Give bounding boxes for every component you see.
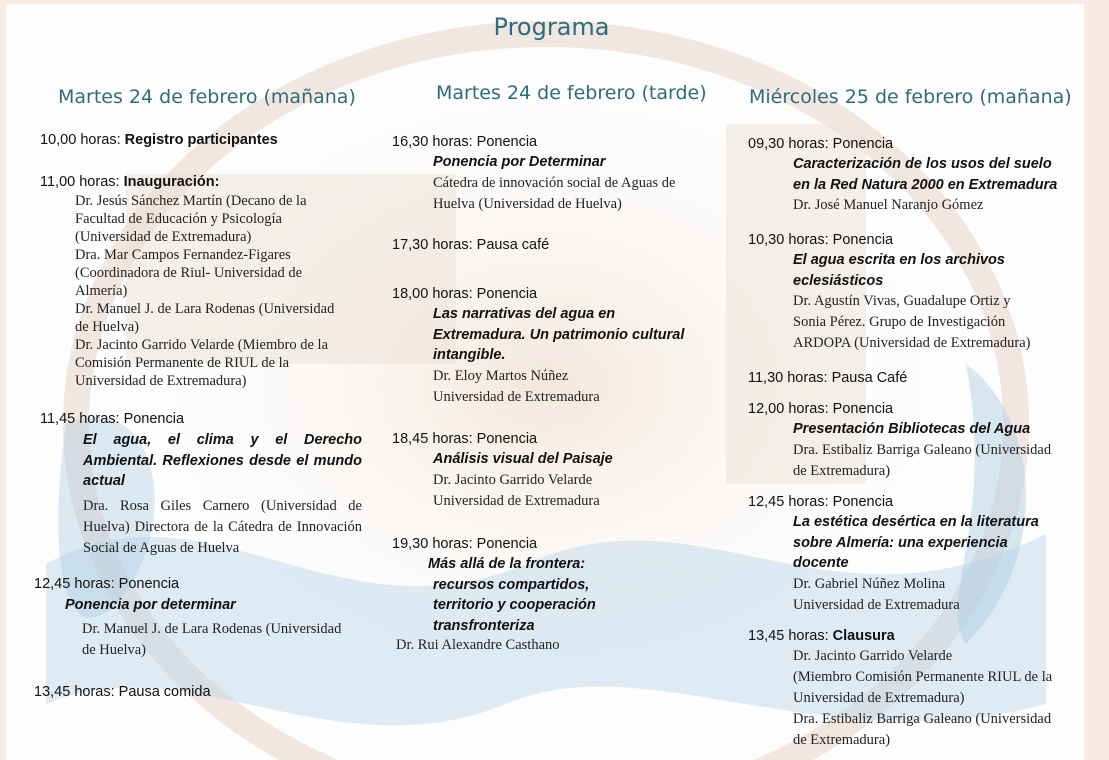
speaker-line: Dr. Jacinto Garrido Velarde: [793, 648, 953, 664]
speaker-line: Dra. Estibaliz Barriga Galeano (Universidad: [793, 711, 1052, 727]
talk-title-line: Caracterización de los usos del suelo: [793, 156, 1052, 172]
schedule-entry: [748, 399, 1051, 482]
speaker-line: Dr. Eloy Martos Núñez: [433, 367, 569, 384]
talk-title: Ponencia por determinar: [65, 597, 236, 613]
speaker-list: [748, 574, 1039, 616]
entry-time: 19,30 horas: Ponencia: [392, 536, 538, 552]
speaker-line: Dr. Jacinto Garrido Velarde (Miembro de la: [75, 337, 328, 353]
speaker-line: Universidad de Extremadura: [433, 492, 600, 509]
schedule-entry: [34, 682, 211, 702]
day-heading: Miércoles 25 de febrero (mañana): [749, 86, 1072, 108]
day-heading: Martes 24 de febrero (mañana): [58, 86, 356, 108]
talk-title: Ponencia por Determinar: [433, 154, 606, 170]
speaker-list: [392, 366, 684, 408]
speaker-list: [392, 173, 675, 215]
speaker-line: Comisión Permanente de RIUL de la: [75, 355, 290, 371]
talk-title: [748, 154, 1057, 195]
talk-title-line: Más allá de la frontera:: [428, 556, 586, 572]
speaker-line: Facultad de Educación y Psicología: [75, 211, 282, 227]
entry-time: 17,30 horas: Pausa café: [392, 237, 550, 253]
speaker-line: Universidad de Extremadura: [433, 388, 600, 405]
entry-label: Clausura: [832, 628, 895, 644]
entry-time: 11,30 horas: Pausa Café: [748, 370, 908, 386]
speaker-line: Dr. Jesús Sánchez Martín (Decano de la: [75, 193, 307, 209]
schedule-entry: [392, 284, 684, 408]
speaker-line: Dra. Rosa Giles Carnero (Universidad de Huelva) Directora de la Cátedra de Innovación Social de Aguas de Huelva: [83, 497, 362, 556]
entry-time: 10,30 horas: Ponencia: [748, 232, 894, 248]
entry-time: 11,00 horas:: [40, 174, 120, 190]
schedule-entry: [40, 130, 278, 150]
speaker-list: [34, 619, 341, 661]
schedule-entry: [392, 429, 613, 512]
talk-title-line: Las narrativas del agua en: [433, 306, 616, 322]
talk-title-line: eclesiásticos: [793, 272, 884, 289]
entry-time: 10,00 horas:: [40, 132, 121, 148]
entry-time: 09,30 horas: Ponencia: [748, 136, 894, 152]
schedule-entry: [392, 235, 549, 255]
speaker-list: [748, 440, 1051, 482]
schedule-entry: [40, 172, 334, 390]
speaker-list: [40, 192, 334, 390]
speaker-line: Dr. José Manuel Naranjo Gómez: [793, 197, 984, 213]
entry-time: 18,45 horas: Ponencia: [392, 431, 538, 447]
talk-title: Presentación Bibliotecas del Agua: [793, 421, 1031, 437]
entry-time: 12,00 horas: Ponencia: [748, 401, 894, 417]
speaker-line: Dr. Jacinto Garrido Velarde: [433, 471, 593, 488]
speaker-line: ARDOPA (Universidad de Extremadura): [793, 335, 1031, 351]
talk-title-line: transfronteriza: [433, 617, 535, 634]
day-heading: Martes 24 de febrero (tarde): [436, 82, 707, 104]
speaker-line: Huelva (Universidad de Huelva): [433, 195, 622, 212]
speaker-line: Dr. Manuel J. de Lara Rodenas (Universidad: [82, 620, 342, 637]
talk-title-line: recursos compartidos,: [433, 576, 590, 593]
speaker-line: Dr. Gabriel Núñez Molina: [793, 575, 946, 592]
schedule-entry: [34, 574, 341, 661]
entry-label: Inauguración:: [123, 174, 220, 190]
schedule-entry: [748, 134, 1057, 216]
schedule-entry: [392, 534, 596, 654]
speaker-line: Universidad de Extremadura: [793, 596, 960, 613]
speaker-line: de Extremadura): [793, 462, 891, 479]
speaker-list: [392, 470, 613, 512]
talk-title-line: en la Red Natura 2000 en Extremadura: [793, 176, 1058, 193]
schedule-entry: [748, 230, 1030, 354]
page-title: Programa: [493, 13, 610, 41]
speaker-line: Dra. Mar Campos Fernandez-Figares: [75, 247, 291, 263]
speaker-line: Dr. Rui Alexandre Casthano: [396, 637, 560, 653]
entry-time: 18,00 horas: Ponencia: [392, 286, 538, 302]
schedule-entry: [392, 132, 675, 215]
talk-title-line: docente: [793, 555, 849, 571]
entry-time: 12,45 horas: Ponencia: [748, 494, 894, 510]
talk-title-line: La estética desértica en la literatura: [793, 514, 1039, 530]
speaker-line: de Huelva): [75, 319, 140, 335]
talk-title: Análisis visual del Paisaje: [433, 451, 613, 467]
entry-time: 11,45 horas: Ponencia: [40, 411, 185, 427]
entry-time: 13,45 horas: Pausa comida: [34, 684, 211, 700]
talk-title-line: El agua escrita en los archivos: [793, 252, 1005, 268]
speaker-line: Almería): [75, 283, 128, 299]
speaker-line: Dr. Agustín Vivas, Guadalupe Ortiz y: [793, 293, 1011, 309]
speaker-line: de Huelva): [82, 641, 147, 658]
schedule-entry: [748, 368, 907, 388]
speaker-line: de Extremadura): [793, 732, 891, 748]
talk-title: [392, 554, 596, 636]
talk-title: [748, 250, 1030, 291]
speaker-line: (Universidad de Extremadura): [75, 229, 252, 245]
talk-title-line: Extremadura. Un patrimonio cultural: [433, 326, 685, 343]
entry-label: Registro participantes: [124, 132, 278, 148]
speaker-line: (Coordinadora de Riul- Universidad de: [75, 265, 303, 281]
entry-time: 16,30 horas: Ponencia: [392, 134, 538, 150]
entry-time: 12,45 horas: Ponencia: [34, 576, 180, 592]
talk-title: [392, 304, 684, 366]
speaker-line: Universidad de Extremadura): [75, 373, 247, 389]
schedule-entry: [40, 409, 362, 559]
talk-title: El agua, el clima y el Derecho Ambiental. Reflexiones desde el mundo actual: [83, 432, 362, 489]
speaker-line: Cátedra de innovación social de Aguas de: [433, 174, 676, 191]
schedule-entry: [748, 626, 1052, 751]
speaker-list: [748, 291, 1030, 354]
speaker-list: [748, 646, 1052, 751]
speaker-line: Dr. Manuel J. de Lara Rodenas (Universidad: [75, 301, 335, 317]
talk-title-line: territorio y cooperación: [433, 597, 596, 613]
entry-time: 13,45 horas:: [748, 628, 829, 644]
talk-title-line: sobre Almería: una experiencia: [793, 534, 1008, 551]
speaker-line: (Miembro Comisión Permanente RIUL de la: [793, 669, 1053, 685]
speaker-line: Dra. Estibaliz Barriga Galeano (Universidad: [793, 441, 1052, 458]
talk-title: [748, 512, 1039, 574]
speaker-line: Sonia Pérez. Grupo de Investigación: [793, 314, 1006, 330]
talk-title-line: intangible.: [433, 347, 506, 363]
schedule-entry: [748, 492, 1039, 616]
speaker-line: Universidad de Extremadura): [793, 690, 965, 706]
